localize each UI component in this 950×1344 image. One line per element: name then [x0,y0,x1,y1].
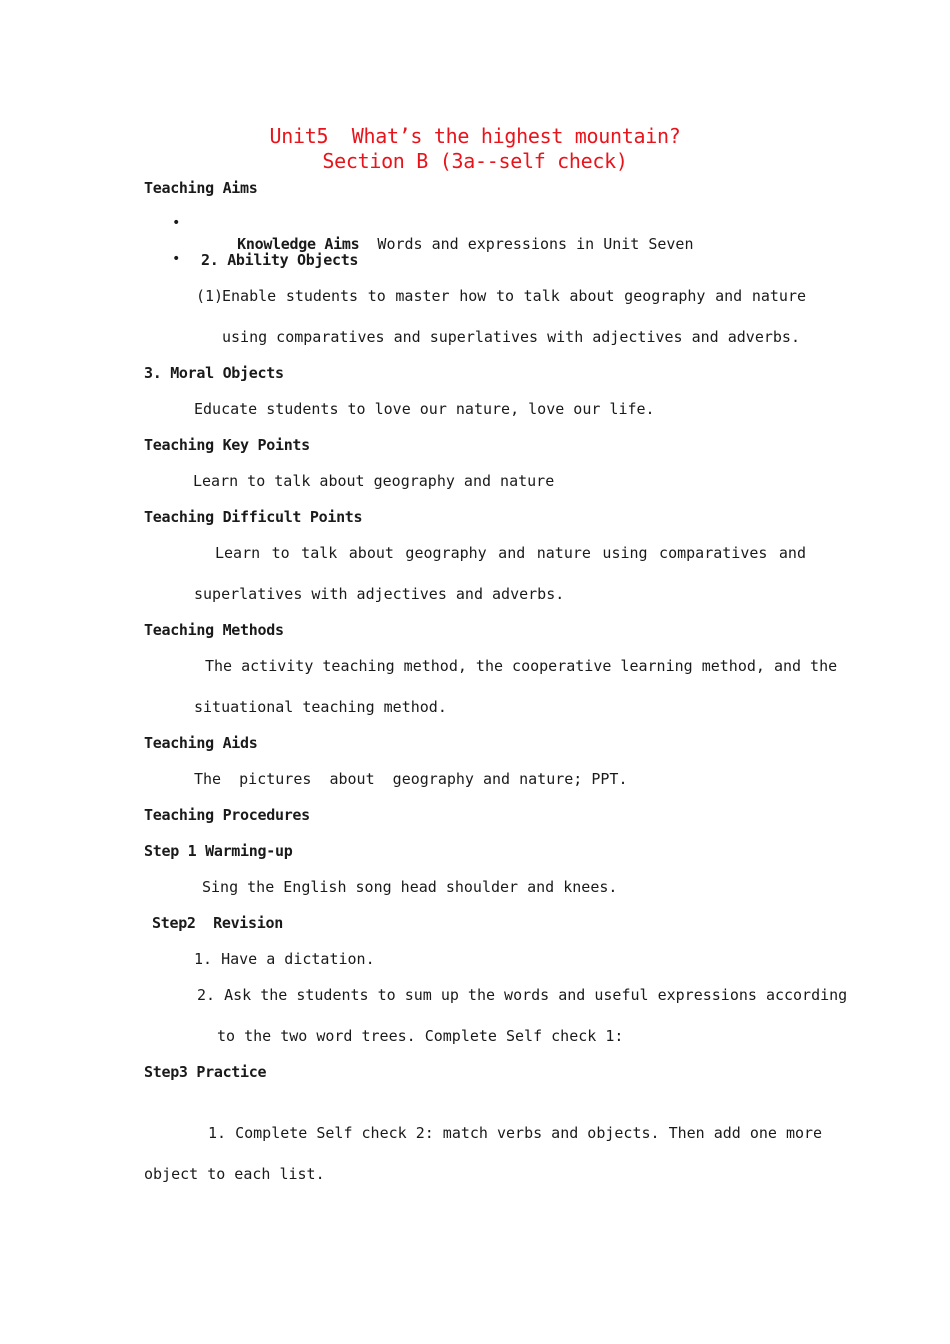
teaching-methods-line-2: situational teaching method. [194,698,447,716]
bullet-icon: • [172,251,181,267]
step2-heading: Step2 Revision [152,914,283,932]
step2-item-1: 1. Have a dictation. [194,950,375,968]
step3-heading: Step3 Practice [144,1063,267,1081]
moral-objects-text: Educate students to love our nature, love our life. [194,400,655,418]
ability-item-line-2: using comparatives and superlatives with adjectives and adverbs. [222,328,800,346]
key-points-text: Learn to talk about geography and nature [193,472,555,490]
difficult-points-line-2: superlatives with adjectives and adverbs. [194,585,565,603]
step1-text: Sing the English song head shoulder and knees. [202,878,618,896]
ability-objects-heading: 2. Ability Objects [201,251,359,269]
key-points-heading: Teaching Key Points [144,436,310,454]
step3-item-1-line-1: 1. Complete Self check 2: match verbs and objects. Then add one more [208,1124,823,1142]
knowledge-aims-label: Knowledge Aims [237,235,360,253]
teaching-aids-heading: Teaching Aids [144,734,258,752]
difficult-points-line-1: Learn to talk about geography and nature using comparatives and [215,544,806,562]
title-line-1: Unit5 What’s the highest mountain? [269,124,681,148]
teaching-aids-text: The pictures about geography and nature; PPT. [194,770,628,788]
ability-item-line-1: Enable students to master how to talk about geography and nature [222,287,806,305]
moral-objects-heading: 3. Moral Objects [144,364,284,382]
step2-item-2-line-2: to the two word trees. Complete Self check 1: [217,1027,624,1045]
ability-item-number: (1) [196,287,224,305]
knowledge-aims-text: Words and expressions in Unit Seven [377,235,694,253]
title-line-2: Section B (3a--self check) [322,149,628,173]
difficult-points-heading: Teaching Difficult Points [144,508,363,526]
step2-item-2-line-1: 2. Ask the students to sum up the words and useful expressions according [197,986,848,1004]
teaching-methods-line-1: The activity teaching method, the cooperative learning method, and the [205,657,838,675]
step1-heading: Step 1 Warming-up [144,842,293,860]
teaching-methods-heading: Teaching Methods [144,621,284,639]
teaching-procedures-heading: Teaching Procedures [144,806,310,824]
teaching-aims-heading: Teaching Aims [144,179,258,197]
bullet-icon: • [172,215,181,231]
step3-item-1-line-2: object to each list. [144,1165,325,1183]
